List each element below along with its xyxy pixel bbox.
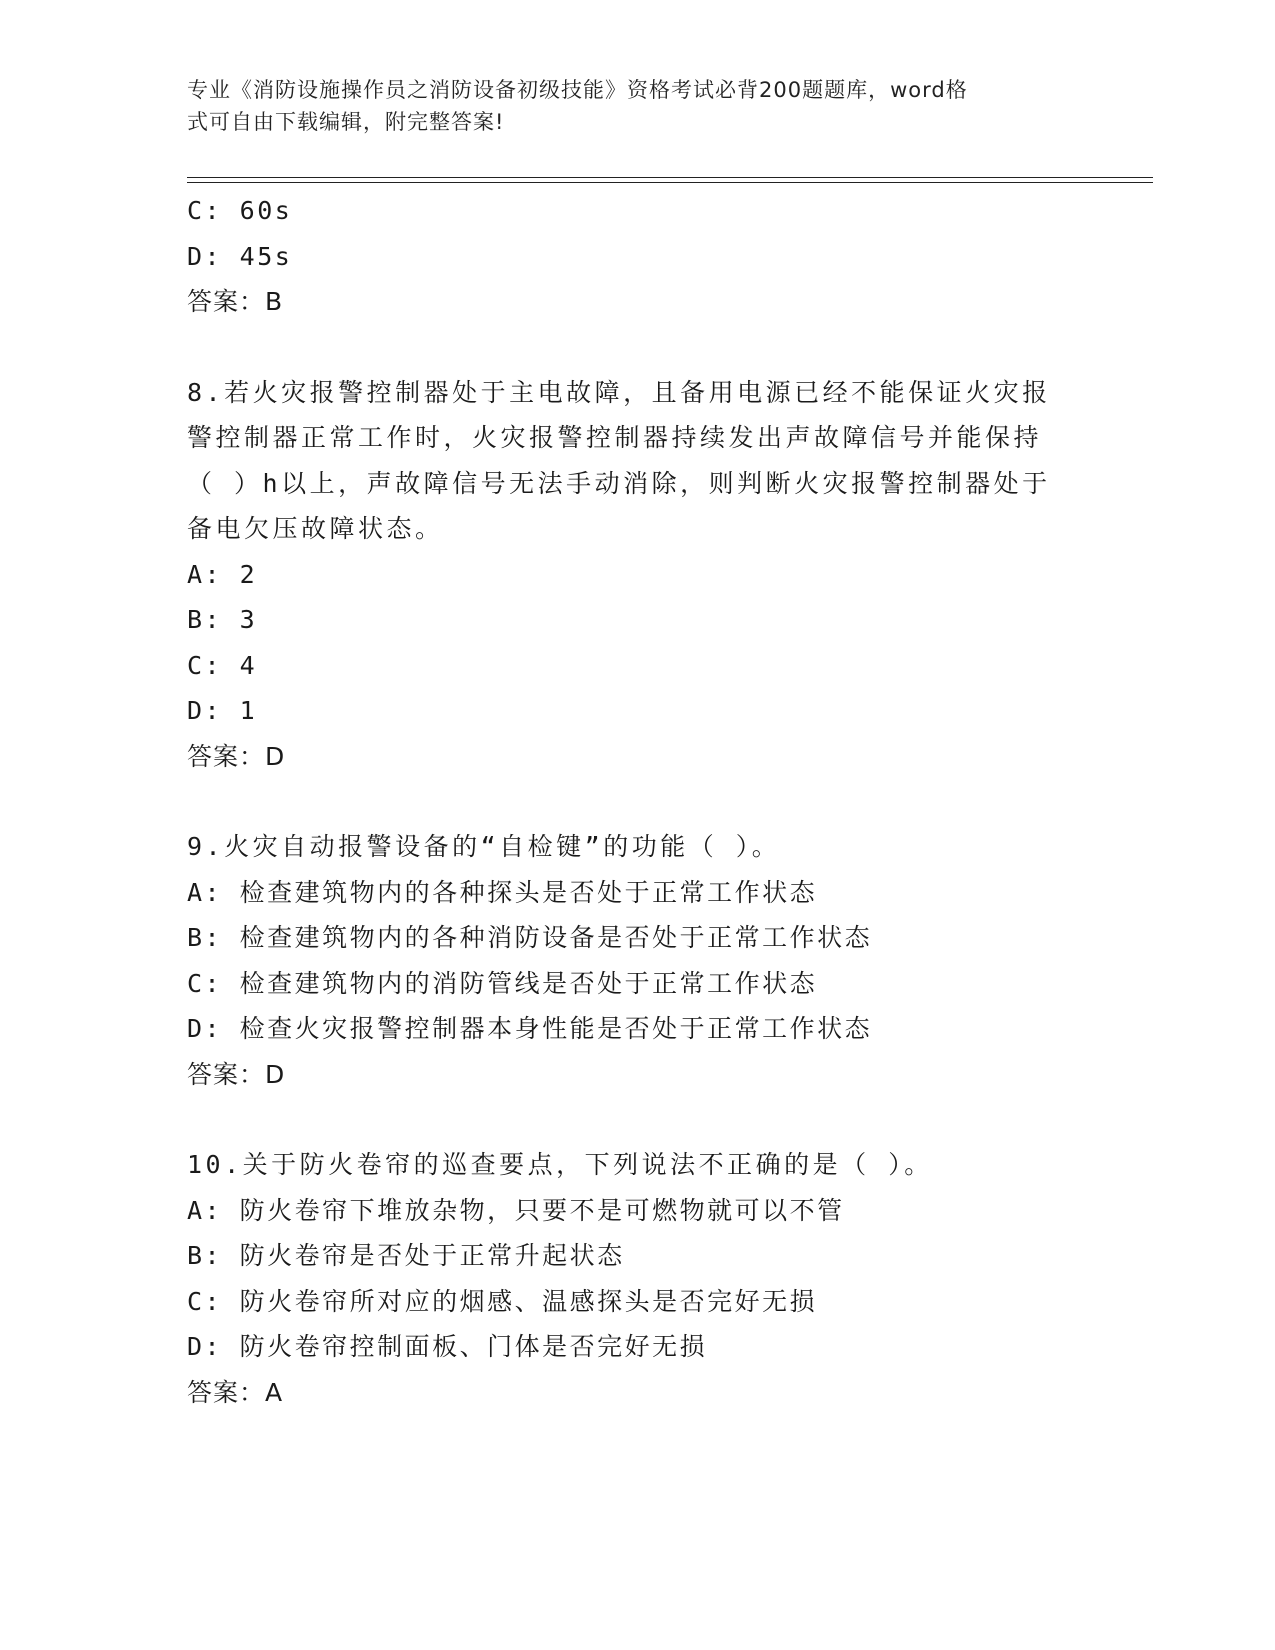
option-a: A: 2 <box>187 559 258 589</box>
answer-label: 答案：D <box>187 1059 286 1089</box>
option-d: D: 检查火灾报警控制器本身性能是否处于正常工作状态 <box>187 1014 873 1043</box>
option-a: A: 检查建筑物内的各种探头是否处于正常工作状态 <box>187 877 818 907</box>
header-line-1: 专业《消防设施操作员之消防设备初级技能》资格考试必背200题题库，word格 <box>187 78 968 102</box>
answer-label: 答案：D <box>187 741 286 771</box>
question-9 <box>187 824 1087 1097</box>
option-d: D: 防火卷帘控制面板、门体是否完好无损 <box>187 1332 708 1361</box>
answer-label: 答案：A <box>187 1377 284 1407</box>
header-line-2: 式可自由下载编辑，附完整答案! <box>187 110 505 134</box>
question-stem-line: 9.火灾自动报警设备的“自检键”的功能（ ）。 <box>187 832 781 861</box>
option-b: B: 3 <box>187 605 258 634</box>
option-a: A: 防火卷帘下堆放杂物，只要不是可燃物就可以不管 <box>187 1195 845 1225</box>
option-d: D: 1 <box>187 696 258 725</box>
question-7-tail <box>187 188 1087 325</box>
option-c: C: 检查建筑物内的消防管线是否处于正常工作状态 <box>187 968 818 998</box>
option-b: B: 防火卷帘是否处于正常升起状态 <box>187 1241 625 1270</box>
option-c: C: 60s <box>187 196 293 225</box>
option-c: C: 4 <box>187 650 258 680</box>
question-stem-line: 8.若火灾报警控制器处于主电故障，且备用电源已经不能保证火灾报 <box>187 377 1051 407</box>
document-header <box>187 74 1067 138</box>
question-stem-line: 10.关于防火卷帘的巡查要点，下列说法不正确的是（ ）。 <box>187 1150 933 1179</box>
header-divider-bottom <box>187 182 1153 183</box>
question-8 <box>187 370 1087 780</box>
question-10 <box>187 1142 1087 1415</box>
option-d: D: 45s <box>187 241 293 271</box>
question-stem-line: 警控制器正常工作时，火灾报警控制器持续发出声故障信号并能保持 <box>187 423 1043 452</box>
option-b: B: 检查建筑物内的各种消防设备是否处于正常工作状态 <box>187 923 873 952</box>
option-c: C: 防火卷帘所对应的烟感、温感探头是否完好无损 <box>187 1286 818 1316</box>
question-stem-line: 备电欠压故障状态。 <box>187 514 444 543</box>
answer-label: 答案：B <box>187 287 284 316</box>
header-divider-top <box>187 177 1153 178</box>
question-stem-line: （ ）h以上，声故障信号无法手动消除，则判断火灾报警控制器处于 <box>187 468 1051 498</box>
document-body <box>187 188 1087 1415</box>
